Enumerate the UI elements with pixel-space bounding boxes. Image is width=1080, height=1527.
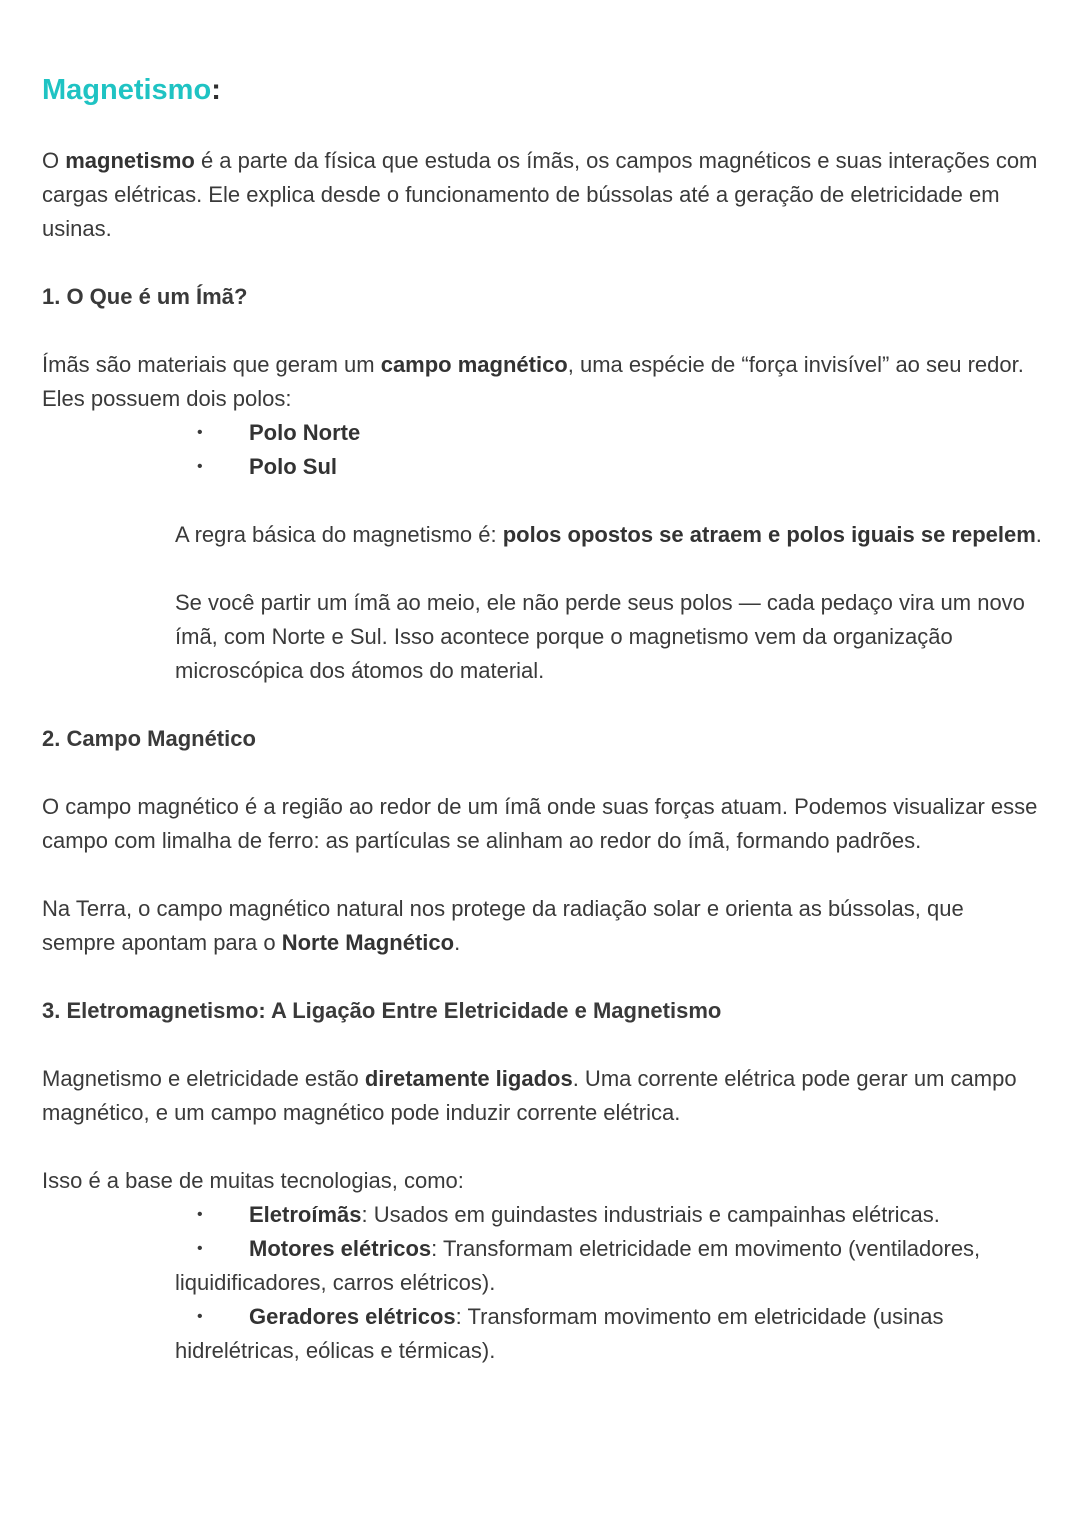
section3-paragraph-2: Isso é a base de muitas tecnologias, como: — [42, 1168, 464, 1193]
list-item — [42, 416, 1042, 450]
list-item — [175, 1198, 1042, 1232]
tech-desc: : Transformam eletricidade em movimento (ventiladores, liquidificadores, carros elétricos). — [175, 1236, 981, 1295]
document — [42, 70, 1042, 1368]
intro-text-a: O — [42, 148, 66, 173]
poles-list — [42, 416, 1042, 484]
pole-north: Polo Norte — [249, 420, 361, 445]
section2-paragraph-1: O campo magnético é a região ao redor de um ímã onde suas forças atuam. Podemos visualizar esse campo com limalha de ferro: as partículas se alinham ao redor do ímã, formando padrões. — [42, 794, 1038, 853]
section1-paragraph — [42, 348, 1042, 416]
s2-text-c: . — [454, 930, 461, 955]
tech-desc: : Transformam movimento em eletricidade (usinas hidrelétricas, eólicas e térmicas). — [175, 1304, 944, 1363]
section3-paragraph-1 — [42, 1062, 1042, 1130]
rule-bold: polos opostos se atraem e polos iguais se repelem — [502, 522, 1036, 547]
s1-text-a: Ímãs são materiais que geram um — [42, 352, 381, 377]
bullet-icon: • — [197, 1240, 203, 1257]
section1-heading: 1. O Que é um Ímã? — [42, 284, 248, 309]
rule-paragraph — [42, 518, 1042, 552]
rule-text-c: . — [1035, 522, 1042, 547]
tech-desc: : Usados em guindastes industriais e campainhas elétricas. — [361, 1202, 940, 1227]
bullet-icon: • — [197, 1308, 203, 1325]
list-item — [175, 1300, 1042, 1368]
s3-bold: diretamente ligados — [364, 1066, 573, 1091]
section3-heading: 3. Eletromagnetismo: A Ligação Entre Eletricidade e Magnetismo — [42, 998, 722, 1023]
s2-text-a: Na Terra, o campo magnético natural nos protege da radiação solar e orienta as bússolas, que sempre apontam para o — [42, 896, 964, 955]
bullet-icon: • — [197, 458, 203, 475]
section2-paragraph-2 — [42, 892, 1042, 960]
s2-bold: Norte Magnético — [281, 930, 455, 955]
section2-heading: 2. Campo Magnético — [42, 726, 256, 751]
title-text: Magnetismo — [42, 74, 212, 106]
intro-text-c: é a parte da física que estuda os ímãs, os campos magnéticos e suas interações com cargas elétricas. Ele explica desde o funcionamento de bússolas até a geração de eletricidade em usinas. — [42, 148, 1038, 241]
s3-text-a: Magnetismo e eletricidade estão — [42, 1066, 365, 1091]
s3-text-c: . Uma corrente elétrica pode gerar um campo magnético, e um campo magnético pode induzir corrente elétrica. — [42, 1066, 1017, 1125]
intro-bold: magnetismo — [65, 148, 195, 173]
title-colon: : — [211, 74, 221, 106]
list-item — [175, 1232, 1042, 1300]
tech-term: Geradores elétricos — [249, 1304, 456, 1329]
bullet-icon: • — [197, 424, 203, 441]
intro-paragraph — [42, 144, 1042, 246]
list-item — [42, 450, 1042, 484]
split-paragraph: Se você partir um ímã ao meio, ele não perde seus polos — cada pedaço vira um novo ímã, com Norte e Sul. Isso acontece porque o magnetismo vem da organização microscópica dos átomos do material. — [175, 590, 1025, 683]
s1-text-c: , uma espécie de “força invisível” ao seu redor. Eles possuem dois polos: — [42, 352, 1024, 411]
rule-text-a: A regra básica do magnetismo é: — [175, 522, 503, 547]
bullet-icon: • — [197, 1206, 203, 1223]
tech-term: Eletroímãs — [249, 1202, 362, 1227]
technologies-list — [42, 1198, 1042, 1368]
s1-bold: campo magnético — [380, 352, 568, 377]
page-title — [42, 70, 1042, 110]
pole-south: Polo Sul — [249, 454, 337, 479]
tech-term: Motores elétricos — [249, 1236, 432, 1261]
